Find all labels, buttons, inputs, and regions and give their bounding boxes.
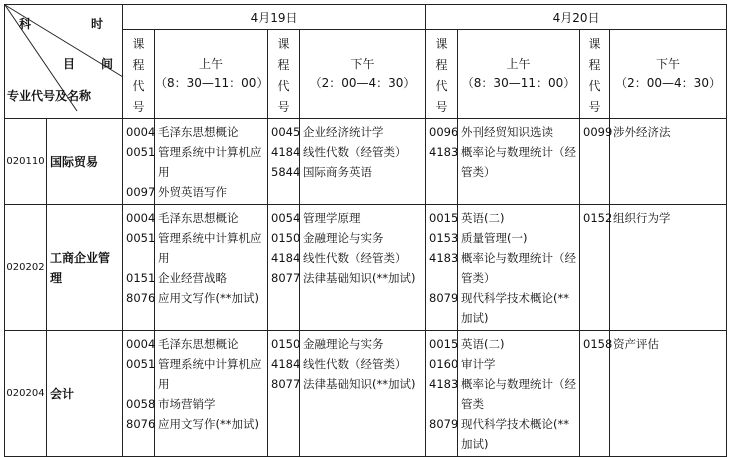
code-label-char: 课	[435, 37, 448, 51]
course-subject-cell	[458, 119, 580, 205]
course-code: 0004	[126, 211, 156, 225]
slot-header-day2-am	[458, 30, 580, 119]
course-subject: 线性代数（经管类）	[303, 357, 407, 371]
course-code-cell	[123, 205, 155, 331]
course-subject: 概率论与数理统计（经	[461, 251, 577, 265]
course-code: 0150	[271, 231, 301, 245]
course-subject-cell	[610, 205, 727, 331]
code-label-char: 号	[132, 100, 145, 114]
code-label-char: 号	[588, 100, 601, 114]
course-code-cell	[268, 331, 300, 457]
course-subject: 管理系统中计算机应	[158, 145, 262, 159]
course-code: 0099	[583, 125, 613, 139]
date-header-day1: 4月19日	[123, 5, 426, 30]
course-code-cell	[580, 331, 613, 457]
course-subject: 金融理论与实务	[303, 337, 384, 351]
slot-time: （8：30—11：00）	[155, 76, 269, 90]
course-subject: 用	[158, 165, 170, 179]
course-code: 8079	[429, 417, 459, 431]
slot-time: （2：00—4：30）	[309, 76, 416, 90]
major-name-line: 理	[50, 270, 63, 285]
course-code: 8077	[271, 271, 301, 285]
major-code: 020204	[5, 331, 47, 457]
course-subject-cell	[610, 331, 727, 457]
course-subject: 毛泽东思想概论	[158, 337, 239, 351]
course-subject: 管理学原理	[303, 211, 361, 225]
corner-label-major: 专业代号及名称	[7, 89, 92, 103]
course-code-cell	[268, 119, 300, 205]
slot-name: 下午	[350, 57, 375, 71]
major-code: 020202	[5, 205, 47, 331]
slot-time: （2：00—4：30）	[615, 76, 721, 90]
course-code: 0058	[126, 397, 156, 411]
course-subject: 组织行为学	[613, 211, 671, 225]
course-subject: 外刊经贸知识选读	[461, 125, 554, 139]
course-subject-cell	[300, 205, 426, 331]
course-subject-cell	[155, 119, 268, 205]
code-label-char: 代	[132, 79, 145, 93]
course-subject: 审计学	[461, 357, 496, 371]
course-subject: 毛泽东思想概论	[158, 125, 239, 139]
code-label-char: 代	[588, 79, 601, 93]
course-code: 8076	[126, 417, 156, 431]
course-subject: 质量管理(一)	[461, 231, 528, 245]
course-code: 0045	[271, 125, 301, 139]
code-column-header	[580, 30, 610, 119]
course-subject: 线性代数（经管类）	[303, 145, 407, 159]
major-code: 020110	[5, 119, 47, 205]
course-subject: 企业经济统计学	[303, 125, 384, 139]
course-code-cell	[426, 119, 458, 205]
code-label-char: 课	[132, 37, 145, 51]
major-name-line: 工商企业管	[50, 250, 111, 265]
course-code-cell	[268, 205, 300, 331]
corner-label-jian: 间	[101, 57, 114, 71]
code-column-header	[123, 30, 155, 119]
code-label-char: 程	[277, 58, 290, 72]
course-subject: 现代科学技术概论(**	[461, 417, 570, 431]
corner-label-time: 时	[91, 17, 104, 31]
code-column-header	[268, 30, 300, 119]
exam-schedule-table	[4, 4, 727, 457]
course-code	[126, 374, 151, 394]
course-subject-cell	[300, 331, 426, 457]
course-subject: 国际商务英语	[303, 165, 372, 179]
code-label-char: 程	[132, 58, 145, 72]
code-label-char: 号	[435, 100, 448, 114]
course-code: 0150	[271, 337, 301, 351]
course-code: 0051	[126, 231, 156, 245]
course-code: 0096	[429, 125, 459, 139]
course-code: 8076	[126, 291, 156, 305]
course-subject: 外贸英语写作	[158, 185, 227, 199]
course-code	[126, 162, 151, 182]
course-subject: 法律基础知识(**加试)	[303, 377, 416, 391]
slot-header-day2-pm	[610, 30, 727, 119]
course-code: 0097	[126, 185, 156, 199]
course-code-cell	[426, 331, 458, 457]
course-subject: 英语(二)	[461, 337, 505, 351]
course-subject: 市场营销学	[158, 397, 216, 411]
corner-label-ke: 科	[19, 17, 32, 31]
code-label-char: 代	[277, 79, 290, 93]
course-code: 4184	[271, 251, 301, 265]
schedule-body	[5, 119, 727, 457]
course-code: 4183	[429, 251, 459, 265]
slot-header-day1-am	[155, 30, 268, 119]
slot-time: （8：30—11：00）	[461, 76, 576, 90]
course-code: 0153	[429, 231, 459, 245]
course-code: 0152	[583, 211, 613, 225]
course-subject: 管类）	[461, 165, 496, 179]
course-code-cell	[580, 205, 613, 331]
course-subject: 概率论与数理统计（经	[461, 377, 577, 391]
major-row	[5, 119, 727, 205]
major-row	[5, 205, 727, 331]
code-label-char: 课	[277, 37, 290, 51]
code-label-char: 课	[588, 37, 601, 51]
corner-label-mu: 目	[63, 57, 76, 71]
course-subject: 资产评估	[613, 337, 660, 351]
course-subject: 线性代数（经管类）	[303, 251, 407, 265]
code-label-char: 号	[277, 100, 290, 114]
course-code: 0051	[126, 145, 156, 159]
course-code	[429, 268, 454, 288]
course-code: 0158	[583, 337, 613, 351]
course-code	[429, 394, 454, 414]
course-code-cell	[123, 119, 155, 205]
course-subject-cell	[155, 205, 268, 331]
course-subject: 法律基础知识(**加试)	[303, 271, 416, 285]
course-code: 8077	[271, 377, 301, 391]
course-code: 0051	[126, 357, 156, 371]
slot-name: 上午	[506, 57, 531, 71]
course-subject: 管类	[461, 397, 485, 411]
course-subject: 加试)	[461, 311, 489, 325]
course-subject-cell	[458, 205, 580, 331]
course-subject: 企业经营战略	[158, 271, 227, 285]
major-name-line: 国际贸易	[50, 154, 99, 169]
course-subject: 涉外经济法	[613, 125, 671, 139]
major-name	[47, 205, 123, 331]
course-code: 0054	[271, 211, 301, 225]
major-row	[5, 331, 727, 457]
course-code: 0015	[429, 337, 459, 351]
course-subject: 概率论与数理统计（经	[461, 145, 577, 159]
course-subject-cell	[300, 119, 426, 205]
course-code-cell	[580, 119, 613, 205]
course-code: 4184	[271, 145, 301, 159]
header-corner-cell	[5, 5, 123, 119]
course-code	[126, 248, 151, 268]
course-code: 0015	[429, 211, 459, 225]
course-subject: 金融理论与实务	[303, 231, 384, 245]
code-label-char: 程	[588, 58, 601, 72]
code-label-char: 代	[435, 79, 448, 93]
course-subject: 应用文写作(**加试)	[158, 417, 259, 431]
course-code: 5844	[271, 165, 301, 179]
course-code-cell	[123, 331, 155, 457]
course-subject: 英语(二)	[461, 211, 505, 225]
course-subject: 管理系统中计算机应	[158, 357, 262, 371]
course-code: 0004	[126, 125, 156, 139]
major-name	[47, 119, 123, 205]
course-code: 0160	[429, 357, 459, 371]
course-subject: 管类）	[461, 271, 496, 285]
course-code: 8079	[429, 291, 459, 305]
course-subject-cell	[610, 119, 727, 205]
date-header-day2: 4月20日	[426, 5, 727, 30]
slot-header-day1-pm	[300, 30, 426, 119]
major-name-line: 会计	[50, 386, 75, 401]
code-column-header	[426, 30, 458, 119]
course-code: 4183	[429, 145, 459, 159]
course-code: 4183	[429, 377, 459, 391]
course-code: 0151	[126, 271, 156, 285]
course-code-cell	[426, 205, 458, 331]
course-subject-cell	[458, 331, 580, 457]
course-code: 4184	[271, 357, 301, 371]
course-subject: 毛泽东思想概论	[158, 211, 239, 225]
course-code: 0004	[126, 337, 156, 351]
course-subject: 现代科学技术概论(**	[461, 291, 570, 305]
course-subject: 管理系统中计算机应	[158, 231, 262, 245]
course-subject: 用	[158, 377, 170, 391]
code-label-char: 程	[435, 58, 448, 72]
major-name	[47, 331, 123, 457]
slot-name: 上午	[198, 57, 223, 71]
slot-name: 下午	[656, 57, 681, 71]
course-subject: 用	[158, 251, 170, 265]
header-row-dates	[5, 5, 727, 30]
course-subject: 加试)	[461, 437, 489, 451]
course-subject-cell	[155, 331, 268, 457]
course-subject: 应用文写作(**加试)	[158, 291, 259, 305]
